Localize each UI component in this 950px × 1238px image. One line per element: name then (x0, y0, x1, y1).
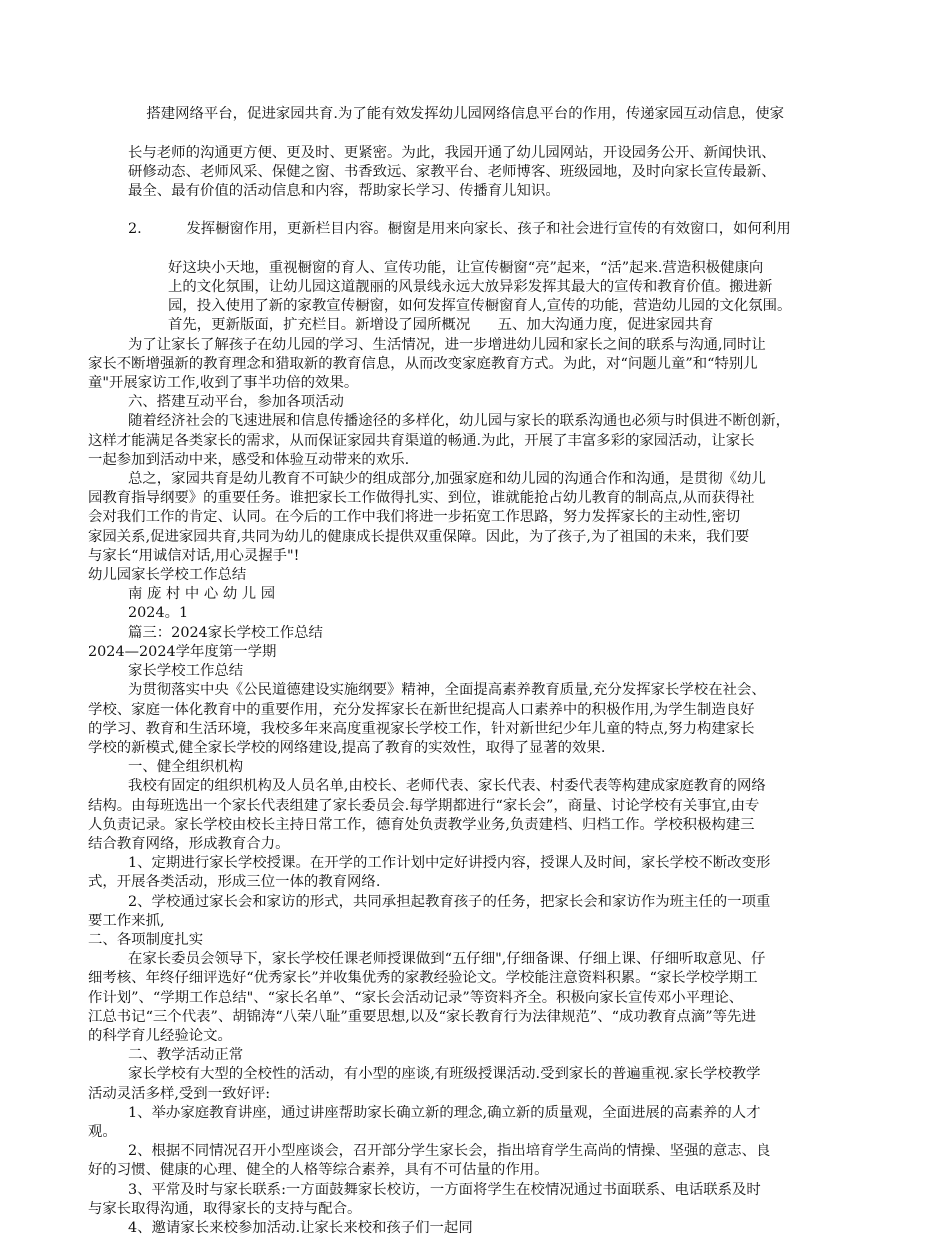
paragraph-line: 3、平常及时与家长联系:一方面鼓舞家长校访，一方面将学生在校情况通过书面联系、电话联系及时 (128, 1181, 761, 1198)
paragraph-line: 好的习惯、健康的心理、健全的人格等综合素养，具有不可估量的作用。 (88, 1162, 549, 1179)
paragraph-line: 家园关系,促进家园共育,共同为幼儿的健康成长提供双重保障。因此，为了孩子,为了祖国的未来，我们要 (88, 528, 750, 545)
part-heading: 篇三：2024家长学校工作总结 (128, 624, 323, 641)
subtitle: 家长学校工作总结 (128, 663, 244, 680)
paragraph-line: 在家长委员会领导下，家长学校任课老师授课做到“五仔细",仔细备课、仔细上课、仔细听取意见、仔 (128, 951, 766, 968)
paragraph-line: 园教育指导纲要》的重要任务。谁把家长工作做得扎实、到位，谁就能抢占幼儿教育的制高点,从而获得社 (88, 490, 755, 507)
section-heading: 二、各项制度扎实 (88, 931, 204, 948)
section-heading: 六、搭建互动平台，参加各项活动 (128, 394, 344, 411)
paragraph-line: 活动灵活多样,受到一致好评: (88, 1085, 271, 1102)
paragraph-line: 与家长“用诚信对话,用心灵握手"! (88, 547, 300, 564)
paragraph-line: 式，开展各类活动，形成三位一体的教育网络. (88, 874, 381, 891)
paragraph-line: 细考核、年终仔细评选好“优秀家长”并收集优秀的家教经验论文。学校能注意资料积累。“家长学校学期工 (88, 970, 758, 987)
paragraph-line: 结构。由每班选出一个家长代表组建了家长委员会.每学期都进行“家长会”，商量、讨论学校有关事宜,由专 (88, 797, 760, 814)
paragraph-line: 4、邀请家长来校参加活动.让家长来校和孩子们一起同 (128, 1219, 473, 1236)
item2-line: 上的文化氛围，让幼儿园这道靓丽的风景线永远大放异彩发挥其最大的宣传和教育价值。搬进新 (168, 279, 773, 296)
document-date: 2024。1 (128, 605, 189, 622)
paragraph-line: 的科学育儿经验论文。 (88, 1027, 232, 1044)
paragraph-line: 与家长取得沟通，取得家长的支持与配合。 (88, 1200, 362, 1217)
item1-line: 最全、最有价值的活动信息和内容，帮助家长学习、传播育儿知识。 (128, 183, 560, 200)
item-number: 2. (128, 221, 142, 238)
paragraph-line: 学校、家庭一体化教育中的重要作用，充分发挥家长在新世纪提高人口素养中的积极作用,为学生制造良好 (88, 701, 755, 718)
paragraph-line: 随着经济社会的飞速进展和信息传播途径的多样化，幼儿园与家长的联系沟通也必须与时俱进不断创新， (128, 413, 790, 430)
section-heading: 二、教学活动正常 (128, 1047, 244, 1064)
paragraph-line: 作计划”、“学期工作总结"、“家长名单”、“家长会活动记录”等资料齐全。积极向家长宣传邓小平理论、 (88, 989, 744, 1006)
paragraph-line: 总之，家园共育是幼儿教育不可缺少的组成部分,加强家庭和幼儿园的沟通合作和沟通，是贯彻《幼儿 (128, 471, 766, 488)
paragraph-line: 这样才能满足各类家长的需求，从而保证家园共育渠道的畅通.为此，开展了丰富多彩的家园活动，让家长 (88, 432, 755, 449)
paragraph-line: 结合教育网络，形成教育合力。 (88, 835, 290, 852)
paragraph-line: 2、根据不同情况召开小型座谈会，召开部分学生家长会，指出培育学生高尚的情操、坚强的意志、良 (128, 1143, 771, 1160)
paragraph-line: 观。 (88, 1123, 117, 1140)
paragraph-line: 家长不断增强新的教育理念和猎取新的教育信息，从而改变家庭教育方式。为此，对“问题儿童”和“特别儿 (88, 355, 758, 372)
paragraph-line: 为贯彻落实中央《公民道德建设实施纲要》精神，全面提高素养教育质量,充分发挥家长学校在社会、 (128, 682, 766, 699)
paragraph-line: 一起参加到活动中来，感受和体验互动带来的欢乐. (88, 451, 410, 468)
paragraph-line: 我校有固定的组织机构及人员名单,由校长、老师代表、家长代表、村委代表等构建成家庭教育的网络 (128, 778, 766, 795)
term-heading: 2024—2024学年度第一学期 (88, 643, 277, 660)
document-title: 幼儿园家长学校工作总结 (88, 567, 247, 584)
paragraph-line: 江总书记“三个代表”、胡锦涛“八荣八耻”重要思想,以及“家长教育行为法律规范”、“成功教育点滴”等先进 (88, 1008, 756, 1025)
paragraph-line: 家长学校有大型的全校性的活动，有小型的座谈,有班级授课活动.受到家长的普遍重视.家长学校教学 (128, 1066, 761, 1083)
paragraph-line: 1、定期进行家长学校授课。在开学的工作计划中定好讲授内容，授课人及时间，家长学校不断改变形 (128, 855, 771, 872)
paragraph-line: 童"开展家访工作,收到了事半功倍的效果。 (88, 375, 359, 392)
item2-line: 2. 发挥橱窗作用，更新栏目内容。橱窗是用来向家长、孩子和社会进行宣传的有效窗口，如何利用 (0, 201, 950, 259)
paragraph-line: 为了让家长了解孩子在幼儿园的学习、生活情况，进一步增进幼儿园和家长之间的联系与沟通,同时让 (128, 336, 766, 353)
item2-line: 好这块小天地，重视橱窗的育人、宣传功能，让宣传橱窗“亮”起来，“活”起来.营造积极健康向 (168, 259, 764, 276)
item1-line: 研修动态、老师风采、保健之窗、书香致远、家教平台、老师博客、班级园地，及时向家长宣传最新、 (128, 163, 776, 180)
school-name: 南 庞 村 中 心 幼 儿 园 (128, 586, 276, 603)
paragraph-line: 学校的新模式,健全家长学校的网络建设,提高了教育的实效性，取得了显著的效果. (88, 739, 606, 756)
item1-line: 长与老师的沟通更方便、更及时、更紧密。为此，我园开通了幼儿园网站，开设园务公开、新闻快讯、 (128, 144, 776, 161)
item2-line: 首先，更新版面，扩充栏目。新增设了园所概况 五、加大沟通力度，促进家园共育 (168, 317, 714, 334)
item1-line: 搭建网络平台，促进家园共育.为了能有效发挥幼儿园网络信息平台的作用，传递家园互动信息，使家 (146, 106, 785, 123)
paragraph-line: 要工作来抓, (88, 912, 165, 929)
paragraph-line: 会对我们工作的肯定、认同。在今后的工作中我们将进一步拓宽工作思路，努力发挥家长的主动性,密切 (88, 509, 741, 526)
paragraph-line: 2、学校通过家长会和家访的形式，共同承担起教育孩子的任务，把家长会和家访作为班主任的一项重 (128, 893, 771, 910)
section-heading: 一、健全组织机构 (128, 759, 244, 776)
paragraph-line: 人负责记录。家长学校由校长主持日常工作，德育处负责教学业务,负责建档、归档工作。学校积极构建三 (88, 816, 755, 833)
paragraph-line: 的学习、教育和生活环境，我校多年来高度重视家长学校工作，针对新世纪少年儿童的特点,努力构建家长 (88, 720, 755, 737)
item2-line: 园，投入使用了新的家教宣传橱窗，如何发挥宣传橱窗育人,宣传的功能，营造幼儿园的文化氛围。 (168, 298, 792, 315)
paragraph-line: 1、举办家庭教育讲座，通过讲座帮助家长确立新的理念,确立新的质量观，全面进展的高素养的人才 (128, 1104, 761, 1121)
